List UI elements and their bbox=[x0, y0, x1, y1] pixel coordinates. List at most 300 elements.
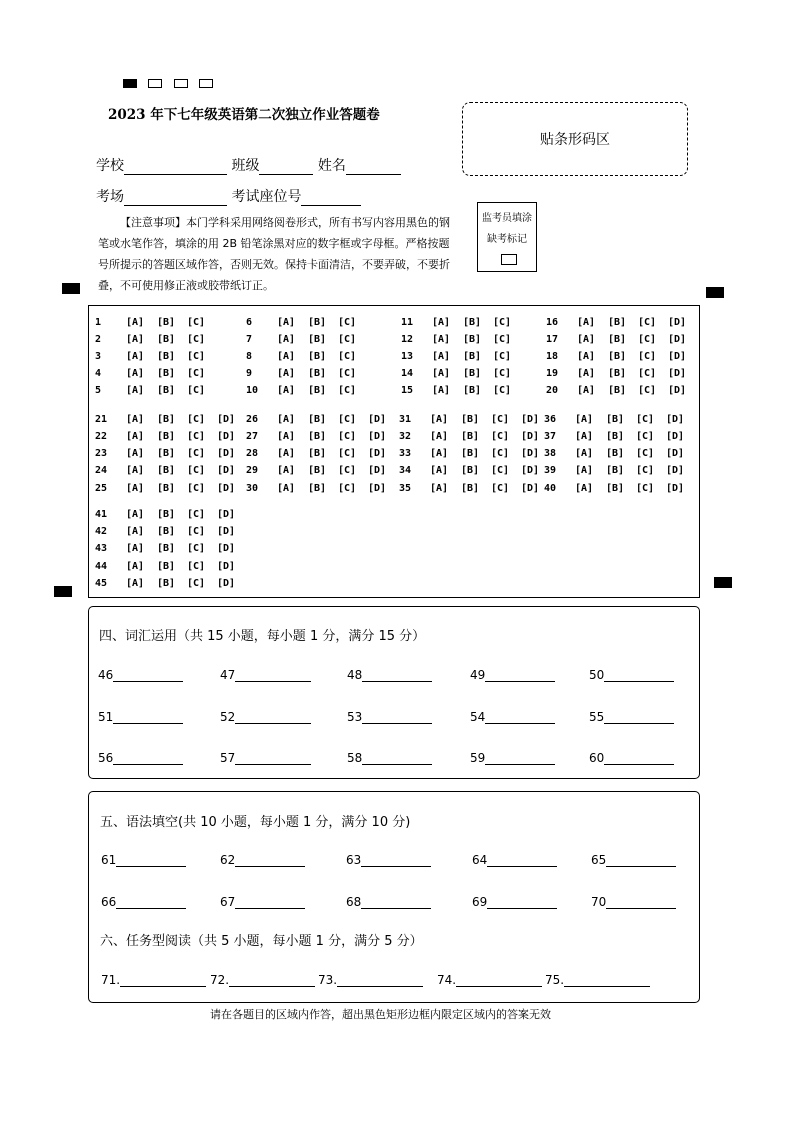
choice-option-b[interactable]: [B] bbox=[157, 385, 176, 396]
question-number: 36 bbox=[544, 414, 557, 425]
choice-option-c[interactable]: [C] bbox=[338, 368, 357, 379]
choice-option-a[interactable]: [A] bbox=[430, 465, 449, 476]
blank-number: 66 bbox=[101, 895, 117, 909]
choice-option-b[interactable]: [B] bbox=[608, 334, 627, 345]
choice-option-a[interactable]: [A] bbox=[577, 368, 596, 379]
barcode-area bbox=[462, 102, 688, 176]
blank-number: 59 bbox=[470, 751, 486, 765]
choice-option-b[interactable]: [B] bbox=[608, 385, 627, 396]
answer-line[interactable] bbox=[113, 669, 183, 682]
choice-option-a[interactable]: [A] bbox=[126, 465, 145, 476]
choice-option-c[interactable]: [C] bbox=[187, 561, 206, 572]
choice-option-d[interactable]: [D] bbox=[666, 431, 685, 442]
question-number: 29 bbox=[246, 465, 259, 476]
choice-option-a[interactable]: [A] bbox=[126, 561, 145, 572]
choice-option-c[interactable]: [C] bbox=[338, 414, 357, 425]
school-field[interactable] bbox=[124, 160, 227, 175]
choice-option-b[interactable]: [B] bbox=[606, 431, 625, 442]
question-number: 16 bbox=[546, 317, 559, 328]
question-number: 19 bbox=[546, 368, 559, 379]
answer-line[interactable] bbox=[604, 752, 674, 765]
choice-option-b[interactable]: [B] bbox=[157, 368, 176, 379]
answer-line[interactable] bbox=[564, 974, 650, 987]
answer-line[interactable] bbox=[361, 854, 431, 867]
choice-option-b[interactable]: [B] bbox=[157, 509, 176, 520]
vocabulary-blank-item bbox=[220, 668, 311, 682]
choice-option-b[interactable]: [B] bbox=[157, 465, 176, 476]
choice-option-c[interactable]: [C] bbox=[636, 483, 655, 494]
blank-number: 51 bbox=[98, 710, 114, 724]
question-number: 34 bbox=[399, 465, 412, 476]
answer-line[interactable] bbox=[362, 669, 432, 682]
blank-number: 49 bbox=[470, 668, 486, 682]
choice-option-c[interactable]: [C] bbox=[493, 351, 512, 362]
choice-option-d[interactable]: [D] bbox=[217, 509, 236, 520]
choice-option-d[interactable]: [D] bbox=[368, 414, 387, 425]
question-number: 35 bbox=[399, 483, 412, 494]
choice-option-b[interactable]: [B] bbox=[157, 483, 176, 494]
grammar-blank-item bbox=[472, 895, 557, 909]
vocabulary-blank-item bbox=[220, 751, 311, 765]
choice-option-d[interactable]: [D] bbox=[666, 448, 685, 459]
choice-option-a[interactable]: [A] bbox=[126, 526, 145, 537]
question-number: 45 bbox=[95, 578, 108, 589]
grammar-blank-item bbox=[101, 895, 186, 909]
question-number: 13 bbox=[401, 351, 414, 362]
question-number: 8 bbox=[246, 351, 253, 362]
choice-option-d[interactable]: [D] bbox=[217, 431, 236, 442]
seat-number-field[interactable] bbox=[301, 191, 361, 206]
choice-option-b[interactable]: [B] bbox=[157, 543, 176, 554]
choice-option-a[interactable]: [A] bbox=[432, 351, 451, 362]
vocabulary-blank-item bbox=[589, 668, 674, 682]
choice-option-d[interactable]: [D] bbox=[521, 465, 540, 476]
answer-line[interactable] bbox=[235, 854, 305, 867]
question-number: 10 bbox=[246, 385, 259, 396]
answer-line[interactable] bbox=[116, 896, 186, 909]
choice-option-c[interactable]: [C] bbox=[187, 368, 206, 379]
answer-line[interactable] bbox=[487, 896, 557, 909]
question-number: 44 bbox=[95, 561, 108, 572]
choice-option-c[interactable]: [C] bbox=[491, 431, 510, 442]
choice-option-d[interactable]: [D] bbox=[217, 561, 236, 572]
section-reading-title: 六、任务型阅读（共 5 小题，每小题 1 分，满分 5 分） bbox=[100, 934, 423, 949]
grammar-blank-item bbox=[346, 895, 431, 909]
blank-number: 74. bbox=[437, 973, 457, 987]
choice-option-c[interactable]: [C] bbox=[187, 526, 206, 537]
form-type-empty-square bbox=[148, 79, 162, 88]
page-title: 2023 年下七年级英语第二次独立作业答题卷 bbox=[108, 107, 380, 123]
choice-option-b[interactable]: [B] bbox=[606, 448, 625, 459]
choice-option-b[interactable]: [B] bbox=[606, 414, 625, 425]
answer-line[interactable] bbox=[606, 896, 676, 909]
question-number: 5 bbox=[95, 385, 102, 396]
choice-option-b[interactable]: [B] bbox=[606, 465, 625, 476]
choice-option-c[interactable]: [C] bbox=[636, 414, 655, 425]
choice-option-a[interactable]: [A] bbox=[575, 483, 594, 494]
blank-number: 52 bbox=[220, 710, 236, 724]
choice-option-a[interactable]: [A] bbox=[126, 385, 145, 396]
choice-option-b[interactable]: [B] bbox=[308, 385, 327, 396]
choice-option-c[interactable]: [C] bbox=[491, 465, 510, 476]
answer-line[interactable] bbox=[604, 669, 674, 682]
grammar-blank-item bbox=[346, 853, 431, 867]
choice-option-c[interactable]: [C] bbox=[491, 414, 510, 425]
answer-line[interactable] bbox=[120, 974, 206, 987]
choice-option-c[interactable]: [C] bbox=[638, 385, 657, 396]
question-number: 42 bbox=[95, 526, 108, 537]
choice-option-b[interactable]: [B] bbox=[308, 414, 327, 425]
choice-option-c[interactable]: [C] bbox=[636, 448, 655, 459]
choice-option-a[interactable]: [A] bbox=[126, 351, 145, 362]
choice-option-c[interactable]: [C] bbox=[338, 431, 357, 442]
question-number: 21 bbox=[95, 414, 108, 425]
choice-option-b[interactable]: [B] bbox=[308, 431, 327, 442]
choice-option-a[interactable]: [A] bbox=[126, 483, 145, 494]
answer-line[interactable] bbox=[604, 711, 674, 724]
choice-option-c[interactable]: [C] bbox=[187, 414, 206, 425]
blank-number: 54 bbox=[470, 710, 486, 724]
choice-option-a[interactable]: [A] bbox=[575, 414, 594, 425]
choice-option-c[interactable]: [C] bbox=[638, 334, 657, 345]
blank-number: 62 bbox=[220, 853, 236, 867]
choice-option-a[interactable]: [A] bbox=[126, 317, 145, 328]
choice-option-b[interactable]: [B] bbox=[157, 414, 176, 425]
choice-option-c[interactable]: [C] bbox=[636, 465, 655, 476]
choice-option-c[interactable]: [C] bbox=[493, 334, 512, 345]
choice-option-b[interactable]: [B] bbox=[157, 526, 176, 537]
blank-number: 46 bbox=[98, 668, 114, 682]
choice-option-c[interactable]: [C] bbox=[187, 317, 206, 328]
grammar-blank-item bbox=[220, 895, 305, 909]
blank-number: 69 bbox=[472, 895, 488, 909]
choice-option-a[interactable]: [A] bbox=[575, 431, 594, 442]
section-vocabulary-title: 四、词汇运用（共 15 小题，每小题 1 分，满分 15 分） bbox=[99, 629, 426, 644]
blank-number: 50 bbox=[589, 668, 605, 682]
choice-option-b[interactable]: [B] bbox=[463, 351, 482, 362]
choice-option-a[interactable]: [A] bbox=[577, 385, 596, 396]
choice-option-b[interactable]: [B] bbox=[157, 351, 176, 362]
answer-line[interactable] bbox=[606, 854, 676, 867]
choice-option-b[interactable]: [B] bbox=[157, 448, 176, 459]
name-label: 姓名 bbox=[317, 158, 346, 174]
exam-room-field[interactable] bbox=[124, 191, 227, 206]
vocabulary-blank-item bbox=[347, 710, 432, 724]
choice-option-a[interactable]: [A] bbox=[277, 334, 296, 345]
choice-option-d[interactable]: [D] bbox=[368, 483, 387, 494]
choice-option-b[interactable]: [B] bbox=[461, 431, 480, 442]
choice-option-b[interactable]: [B] bbox=[463, 334, 482, 345]
choice-option-b[interactable]: [B] bbox=[157, 317, 176, 328]
choice-option-a[interactable]: [A] bbox=[430, 448, 449, 459]
choice-option-d[interactable]: [D] bbox=[217, 414, 236, 425]
choice-option-a[interactable]: [A] bbox=[277, 385, 296, 396]
choice-option-c[interactable]: [C] bbox=[187, 483, 206, 494]
choice-option-c[interactable]: [C] bbox=[638, 317, 657, 328]
blank-number: 71. bbox=[101, 973, 121, 987]
answer-line[interactable] bbox=[235, 669, 311, 682]
choice-option-d[interactable]: [D] bbox=[217, 465, 236, 476]
choice-option-c[interactable]: [C] bbox=[187, 448, 206, 459]
absent-mark-checkbox[interactable] bbox=[501, 254, 517, 265]
question-number: 20 bbox=[546, 385, 559, 396]
question-number: 30 bbox=[246, 483, 259, 494]
student-info-row-2 bbox=[96, 186, 361, 206]
vocabulary-blank-item bbox=[98, 751, 183, 765]
choice-option-d[interactable]: [D] bbox=[668, 334, 687, 345]
vocabulary-blank-item bbox=[98, 668, 183, 682]
answer-line[interactable] bbox=[235, 896, 305, 909]
choice-option-a[interactable]: [A] bbox=[430, 483, 449, 494]
choice-option-d[interactable]: [D] bbox=[217, 483, 236, 494]
choice-option-c[interactable]: [C] bbox=[638, 368, 657, 379]
answer-line[interactable] bbox=[113, 711, 183, 724]
choice-option-b[interactable]: [B] bbox=[308, 448, 327, 459]
form-type-empty-square bbox=[199, 79, 213, 88]
choice-option-b[interactable]: [B] bbox=[308, 465, 327, 476]
blank-number: 72. bbox=[210, 973, 230, 987]
notice-text: 【注意事项】本门学科采用网络阅卷形式，所有书写内容用黑色的钢笔或水笔作答，填涂的用 2B 铅笔涂黑对应的数字框或字母框。严格按题号所提示的答题区域作答，否则无效。保持卡面清洁，不要弄破，不要折叠，不可使用修正液或胶带纸订正。 bbox=[98, 216, 450, 292]
section-grammar-title: 五、语法填空(共 10 小题，每小题 1 分，满分 10 分) bbox=[100, 815, 411, 830]
absent-mark-box bbox=[477, 202, 537, 272]
absent-mark-label-1: 监考员填涂 bbox=[482, 213, 532, 224]
choice-option-b[interactable]: [B] bbox=[308, 351, 327, 362]
vocabulary-blank-item bbox=[347, 751, 432, 765]
choice-option-a[interactable]: [A] bbox=[577, 334, 596, 345]
answer-line[interactable] bbox=[361, 896, 431, 909]
blank-number: 55 bbox=[589, 710, 605, 724]
choice-option-d[interactable]: [D] bbox=[521, 483, 540, 494]
choice-option-c[interactable]: [C] bbox=[187, 509, 206, 520]
choice-option-a[interactable]: [A] bbox=[126, 334, 145, 345]
choice-option-b[interactable]: [B] bbox=[461, 465, 480, 476]
answer-line[interactable] bbox=[362, 752, 432, 765]
choice-option-d[interactable]: [D] bbox=[666, 414, 685, 425]
choice-option-c[interactable]: [C] bbox=[187, 334, 206, 345]
choice-option-d[interactable]: [D] bbox=[521, 448, 540, 459]
exam-room-label: 考场 bbox=[96, 189, 124, 205]
choice-option-d[interactable]: [D] bbox=[521, 431, 540, 442]
vocabulary-blank-item bbox=[98, 710, 183, 724]
answer-line[interactable] bbox=[116, 854, 186, 867]
choice-option-a[interactable]: [A] bbox=[277, 465, 296, 476]
choice-option-d[interactable]: [D] bbox=[217, 448, 236, 459]
choice-option-a[interactable]: [A] bbox=[126, 578, 145, 589]
question-number: 40 bbox=[544, 483, 557, 494]
choice-option-a[interactable]: [A] bbox=[126, 368, 145, 379]
choice-option-d[interactable]: [D] bbox=[666, 483, 685, 494]
question-number: 23 bbox=[95, 448, 108, 459]
class-field[interactable] bbox=[259, 160, 313, 175]
vocabulary-blank-item bbox=[347, 668, 432, 682]
choice-option-a[interactable]: [A] bbox=[432, 368, 451, 379]
choice-option-c[interactable]: [C] bbox=[493, 317, 512, 328]
choice-option-c[interactable]: [C] bbox=[338, 483, 357, 494]
choice-option-b[interactable]: [B] bbox=[608, 351, 627, 362]
choice-option-c[interactable]: [C] bbox=[491, 483, 510, 494]
answer-line[interactable] bbox=[337, 974, 423, 987]
choice-option-b[interactable]: [B] bbox=[157, 578, 176, 589]
choice-option-b[interactable]: [B] bbox=[461, 448, 480, 459]
grammar-blank-item bbox=[220, 853, 305, 867]
question-number: 33 bbox=[399, 448, 412, 459]
choice-option-a[interactable]: [A] bbox=[126, 509, 145, 520]
blank-number: 57 bbox=[220, 751, 236, 765]
choice-option-a[interactable]: [A] bbox=[277, 351, 296, 362]
choice-option-a[interactable]: [A] bbox=[277, 483, 296, 494]
answer-line[interactable] bbox=[113, 752, 183, 765]
question-number: 32 bbox=[399, 431, 412, 442]
answer-line[interactable] bbox=[229, 974, 315, 987]
choice-option-b[interactable]: [B] bbox=[157, 561, 176, 572]
choice-option-b[interactable]: [B] bbox=[308, 317, 327, 328]
choice-option-c[interactable]: [C] bbox=[338, 334, 357, 345]
choice-option-c[interactable]: [C] bbox=[338, 465, 357, 476]
choice-option-a[interactable]: [A] bbox=[126, 414, 145, 425]
reading-blank-item bbox=[318, 973, 423, 987]
choice-option-b[interactable]: [B] bbox=[461, 414, 480, 425]
question-number: 15 bbox=[401, 385, 414, 396]
choice-option-c[interactable]: [C] bbox=[638, 351, 657, 362]
blank-number: 48 bbox=[347, 668, 363, 682]
name-field[interactable] bbox=[346, 160, 401, 175]
choice-option-b[interactable]: [B] bbox=[608, 317, 627, 328]
choice-option-d[interactable]: [D] bbox=[668, 385, 687, 396]
choice-option-c[interactable]: [C] bbox=[338, 317, 357, 328]
choice-option-d[interactable]: [D] bbox=[666, 465, 685, 476]
choice-option-d[interactable]: [D] bbox=[217, 526, 236, 537]
choice-option-a[interactable]: [A] bbox=[575, 465, 594, 476]
choice-option-c[interactable]: [C] bbox=[493, 385, 512, 396]
blank-number: 63 bbox=[346, 853, 362, 867]
question-number: 11 bbox=[401, 317, 414, 328]
answer-line[interactable] bbox=[485, 711, 555, 724]
choice-option-b[interactable]: [B] bbox=[463, 368, 482, 379]
answer-line[interactable] bbox=[456, 974, 542, 987]
choice-option-b[interactable]: [B] bbox=[308, 334, 327, 345]
vocabulary-blank-item bbox=[589, 751, 674, 765]
answer-line[interactable] bbox=[362, 711, 432, 724]
blank-number: 47 bbox=[220, 668, 236, 682]
choice-option-a[interactable]: [A] bbox=[277, 431, 296, 442]
answer-line[interactable] bbox=[235, 711, 311, 724]
reading-blank-item bbox=[210, 973, 315, 987]
answer-line[interactable] bbox=[485, 752, 555, 765]
choice-option-b[interactable]: [B] bbox=[463, 317, 482, 328]
choice-option-b[interactable]: [B] bbox=[606, 483, 625, 494]
blank-number: 61 bbox=[101, 853, 117, 867]
choice-option-d[interactable]: [D] bbox=[368, 448, 387, 459]
choice-option-b[interactable]: [B] bbox=[157, 431, 176, 442]
choice-option-c[interactable]: [C] bbox=[187, 543, 206, 554]
choice-option-d[interactable]: [D] bbox=[368, 465, 387, 476]
choice-option-b[interactable]: [B] bbox=[308, 368, 327, 379]
choice-option-d[interactable]: [D] bbox=[217, 578, 236, 589]
choice-option-a[interactable]: [A] bbox=[277, 368, 296, 379]
choice-option-c[interactable]: [C] bbox=[338, 448, 357, 459]
blank-number: 60 bbox=[589, 751, 605, 765]
choice-option-a[interactable]: [A] bbox=[126, 431, 145, 442]
vocabulary-blank-item bbox=[220, 710, 311, 724]
alignment-mark bbox=[706, 287, 724, 298]
question-number: 12 bbox=[401, 334, 414, 345]
question-number: 26 bbox=[246, 414, 259, 425]
form-type-filled-square bbox=[123, 79, 137, 88]
choice-option-a[interactable]: [A] bbox=[277, 414, 296, 425]
question-number: 18 bbox=[546, 351, 559, 362]
seat-number-label: 考试座位号 bbox=[231, 189, 302, 205]
choice-option-a[interactable]: [A] bbox=[432, 317, 451, 328]
choice-option-a[interactable]: [A] bbox=[430, 414, 449, 425]
blank-number: 73. bbox=[318, 973, 338, 987]
choice-option-c[interactable]: [C] bbox=[338, 351, 357, 362]
choice-option-c[interactable]: [C] bbox=[187, 431, 206, 442]
choice-option-a[interactable]: [A] bbox=[575, 448, 594, 459]
grammar-blank-item bbox=[591, 895, 676, 909]
question-number: 2 bbox=[95, 334, 102, 345]
choice-option-c[interactable]: [C] bbox=[187, 385, 206, 396]
choice-option-d[interactable]: [D] bbox=[668, 317, 687, 328]
choice-option-a[interactable]: [A] bbox=[126, 543, 145, 554]
question-number: 17 bbox=[546, 334, 559, 345]
answer-line[interactable] bbox=[235, 752, 311, 765]
barcode-label: 贴条形码区 bbox=[540, 132, 610, 148]
answer-line[interactable] bbox=[485, 669, 555, 682]
choice-option-d[interactable]: [D] bbox=[217, 543, 236, 554]
choice-option-a[interactable]: [A] bbox=[277, 317, 296, 328]
blank-number: 70 bbox=[591, 895, 607, 909]
question-number: 25 bbox=[95, 483, 108, 494]
vocabulary-blank-item bbox=[470, 710, 555, 724]
choice-option-b[interactable]: [B] bbox=[608, 368, 627, 379]
choice-option-c[interactable]: [C] bbox=[636, 431, 655, 442]
choice-option-d[interactable]: [D] bbox=[668, 351, 687, 362]
choice-option-a[interactable]: [A] bbox=[126, 448, 145, 459]
blank-number: 64 bbox=[472, 853, 488, 867]
choice-option-b[interactable]: [B] bbox=[463, 385, 482, 396]
question-number: 7 bbox=[246, 334, 253, 345]
choice-option-b[interactable]: [B] bbox=[308, 483, 327, 494]
choice-option-c[interactable]: [C] bbox=[493, 368, 512, 379]
choice-option-c[interactable]: [C] bbox=[491, 448, 510, 459]
choice-option-c[interactable]: [C] bbox=[338, 385, 357, 396]
choice-option-c[interactable]: [C] bbox=[187, 465, 206, 476]
form-type-empty-square bbox=[174, 79, 188, 88]
choice-option-a[interactable]: [A] bbox=[277, 448, 296, 459]
choice-option-c[interactable]: [C] bbox=[187, 578, 206, 589]
school-label: 学校 bbox=[96, 158, 124, 174]
choice-option-a[interactable]: [A] bbox=[577, 317, 596, 328]
choice-option-d[interactable]: [D] bbox=[668, 368, 687, 379]
choice-option-a[interactable]: [A] bbox=[430, 431, 449, 442]
choice-option-d[interactable]: [D] bbox=[521, 414, 540, 425]
vocabulary-blank-item bbox=[589, 710, 674, 724]
answer-line[interactable] bbox=[487, 854, 557, 867]
blank-number: 75. bbox=[545, 973, 565, 987]
reading-blank-item bbox=[437, 973, 542, 987]
student-info-row-1 bbox=[96, 155, 401, 175]
choice-option-d[interactable]: [D] bbox=[368, 431, 387, 442]
question-number: 22 bbox=[95, 431, 108, 442]
choice-option-a[interactable]: [A] bbox=[432, 385, 451, 396]
grammar-blank-item bbox=[591, 853, 676, 867]
choice-option-a[interactable]: [A] bbox=[577, 351, 596, 362]
choice-option-b[interactable]: [B] bbox=[157, 334, 176, 345]
choice-option-a[interactable]: [A] bbox=[432, 334, 451, 345]
choice-option-c[interactable]: [C] bbox=[187, 351, 206, 362]
blank-number: 56 bbox=[98, 751, 114, 765]
choice-option-b[interactable]: [B] bbox=[461, 483, 480, 494]
